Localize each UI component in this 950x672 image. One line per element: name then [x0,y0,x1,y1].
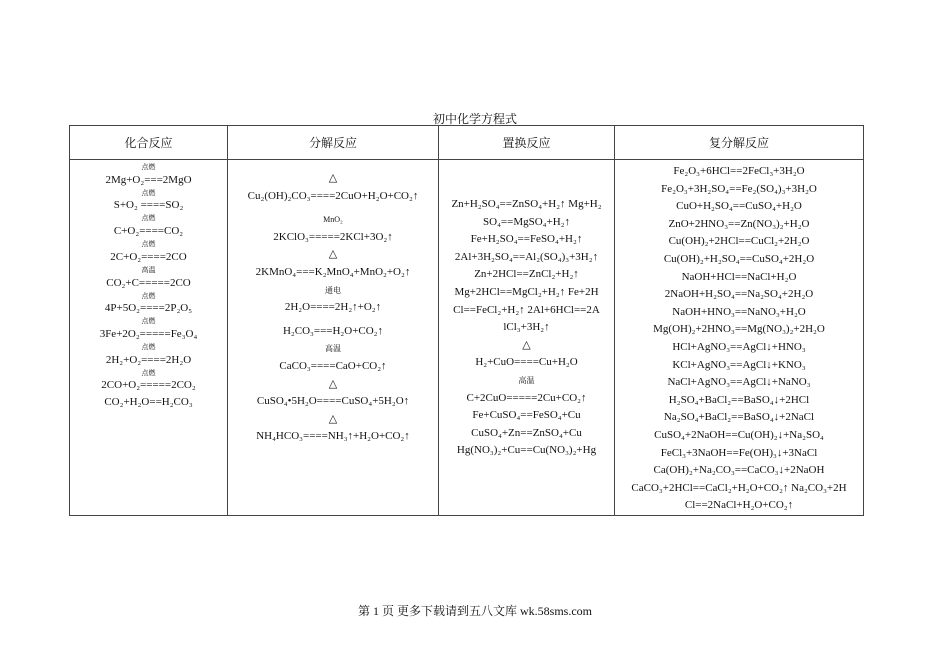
reaction-condition: 点燃 [141,188,156,197]
displacement-list [439,160,614,460]
equation: Cu(OH)₂+2HCl==CuCl₂+2H₂O [668,235,810,248]
reaction-condition: 高温 [141,265,156,274]
reaction-condition: 高温 [325,344,341,354]
equation: CuSO₄•5H₂O====CuSO₄+5H₂O↑ [256,395,410,408]
header-combination: 化合反应 [70,126,228,160]
equation: CuO+H₂SO₄==CuSO₄+H₂O [676,200,802,213]
equation: lCl₃+3H₂↑ [503,321,550,334]
heating-condition-mark: △ [328,377,338,390]
page-footer: 第 1 页 更多下载请到五八文库 wk.58sms.com [357,604,592,618]
reaction-condition: 点燃 [141,342,156,351]
equation: CuSO₄+Zn==ZnSO₄+Cu [471,426,582,439]
reaction-condition: 点燃 [141,163,156,171]
equation: Zn+2HCl==ZnCl₂+H₂↑ [474,268,579,281]
equation: Zn+H₂SO₄==ZnSO₄+H₂↑ Mg+H₂ [451,198,602,210]
header-double-displacement: 复分解反应 [615,126,864,160]
equation: SO₄==MgSO₄+H₂↑ [483,215,570,228]
reaction-condition: MnO₂ [323,215,343,225]
equation: Fe+H₂SO₄==FeSO₄+H₂↑ [470,233,583,246]
equation: Cl==FeCl₂+H₂↑ 2Al+6HCl==2A [453,303,600,316]
equation: H₂+CuO====Cu+H₂O [475,356,578,369]
equation: NaOH+HNO₃==NaNO₃+H₂O [672,305,806,318]
equation: Cu₂(OH)₂CO₃====2CuO+H₂O+CO₂↑ [247,189,419,202]
header-displacement: 置换反应 [439,126,615,160]
equation: 3Fe+2O₂=====Fe₃O₄ [99,327,198,340]
equation: Fe₂O₃+3H₂SO₄==Fe₂(SO₄)₃+3H₂O [661,182,817,195]
cell-combination [70,160,228,516]
equation: 2Mg+O₂===2MgO [105,173,192,186]
equation: CaCO₃====CaO+CO₂↑ [279,359,387,372]
reaction-condition: 通电 [325,285,341,295]
reaction-condition: 点燃 [141,317,156,326]
equation: CuSO₄+2NaOH==Cu(OH)₂↓+Na₂SO₄ [654,428,824,441]
equations-table [69,125,864,516]
reaction-condition: 点燃 [141,240,156,249]
cell-decomposition [228,160,439,516]
equation: Ca(OH)₂+Na₂CO₃==CaCO₃↓+2NaOH [653,464,825,477]
equation: Mg(OH)₂+2HNO₃==Mg(NO₃)₂+2H₂O [653,323,825,336]
equation: KCl+AgNO₃==AgCl↓+KNO₃ [672,358,806,371]
decomposition-list [228,160,438,446]
equation: H₂CO₃===H₂O+CO₂↑ [282,324,384,337]
document-title: 初中化学方程式 [432,112,517,126]
equation: Na₂SO₄+BaCl₂==BaSO₄↓+2NaCl [663,411,815,424]
table-body-row [70,160,864,516]
header-decomposition: 分解反应 [228,126,439,160]
reaction-condition: 点燃 [141,368,156,377]
equation: Fe₂O₃+6HCl==2FeCl₃+3H₂O [673,165,805,177]
equation: 2KClO₃=====2KCl+3O₂↑ [273,230,393,243]
heating-condition-mark: △ [522,338,531,351]
equation: Hg(NO₃)₂+Cu==Cu(NO₃)₂+Hg [456,444,597,457]
cell-displacement [439,160,615,516]
equation: NH₄HCO₃====NH₃↑+H₂O+CO₂↑ [256,430,410,443]
equation: 2H₂+O₂====2H₂O [105,353,192,366]
equation: 2C+O₂====2CO [110,250,187,263]
reaction-condition: 点燃 [141,291,156,300]
equation: 2NaOH+H₂SO₄==Na₂SO₄+2H₂O [664,288,814,301]
equation: Mg+2HCl==MgCl₂+H₂↑ Fe+2H [454,285,599,298]
equation: CaCO₃+2HCl==CaCl₂+H₂O+CO₂↑ Na₂CO₃+2H [631,481,847,494]
equation: 2CO+O₂=====2CO₂ [101,379,196,392]
equation: FeCl₃+3NaOH==Fe(OH)₃↓+3NaCl [660,446,818,459]
equation: S+O₂ ====SO₂ [113,199,184,212]
equation: Cu(OH)₂+H₂SO₄==CuSO₄+2H₂O [663,252,815,265]
double-displacement-list [615,160,863,515]
equation: 4P+5O₂====2P₂O₅ [104,302,193,315]
table-header-row [70,126,864,160]
cell-double-displacement [615,160,864,516]
equation: C+O₂====CO₂ [113,225,184,238]
equation: 2Al+3H₂SO₄==Al₂(SO₄)₃+3H₂↑ [454,250,599,263]
combination-list [70,160,227,411]
heating-condition-mark: △ [328,248,338,261]
equation: Fe+CuSO₄==FeSO₄+Cu [472,409,581,422]
heating-condition-mark: △ [328,172,338,184]
heating-condition-mark: △ [328,412,338,425]
equation: 2KMnO₄===K₂MnO₄+MnO₂+O₂↑ [255,265,411,278]
equation: Cl==2NaCl+H₂O+CO₂↑ [684,499,794,512]
equation: CO₂+H₂O==H₂CO₃ [104,396,193,409]
equation: H₂SO₄+BaCl₂==BaSO₄↓+2HCl [668,393,810,406]
equation: CO₂+C=====2CO [106,276,191,289]
equation: HCl+AgNO₃==AgCl↓+HNO₃ [672,340,806,353]
reaction-condition: 点燃 [141,214,156,223]
equation: ZnO+2HNO₃==Zn(NO₃)₂+H₂O [668,217,810,230]
equation: 2H₂O====2H₂↑+O₂↑ [284,301,382,314]
equation: NaOH+HCl==NaCl+H₂O [681,270,797,283]
equation: C+2CuO=====2Cu+CO₂↑ [466,391,587,404]
reaction-condition: 高温 [518,375,535,385]
equation: NaCl+AgNO₃==AgCl↓+NaNO₃ [667,376,811,389]
